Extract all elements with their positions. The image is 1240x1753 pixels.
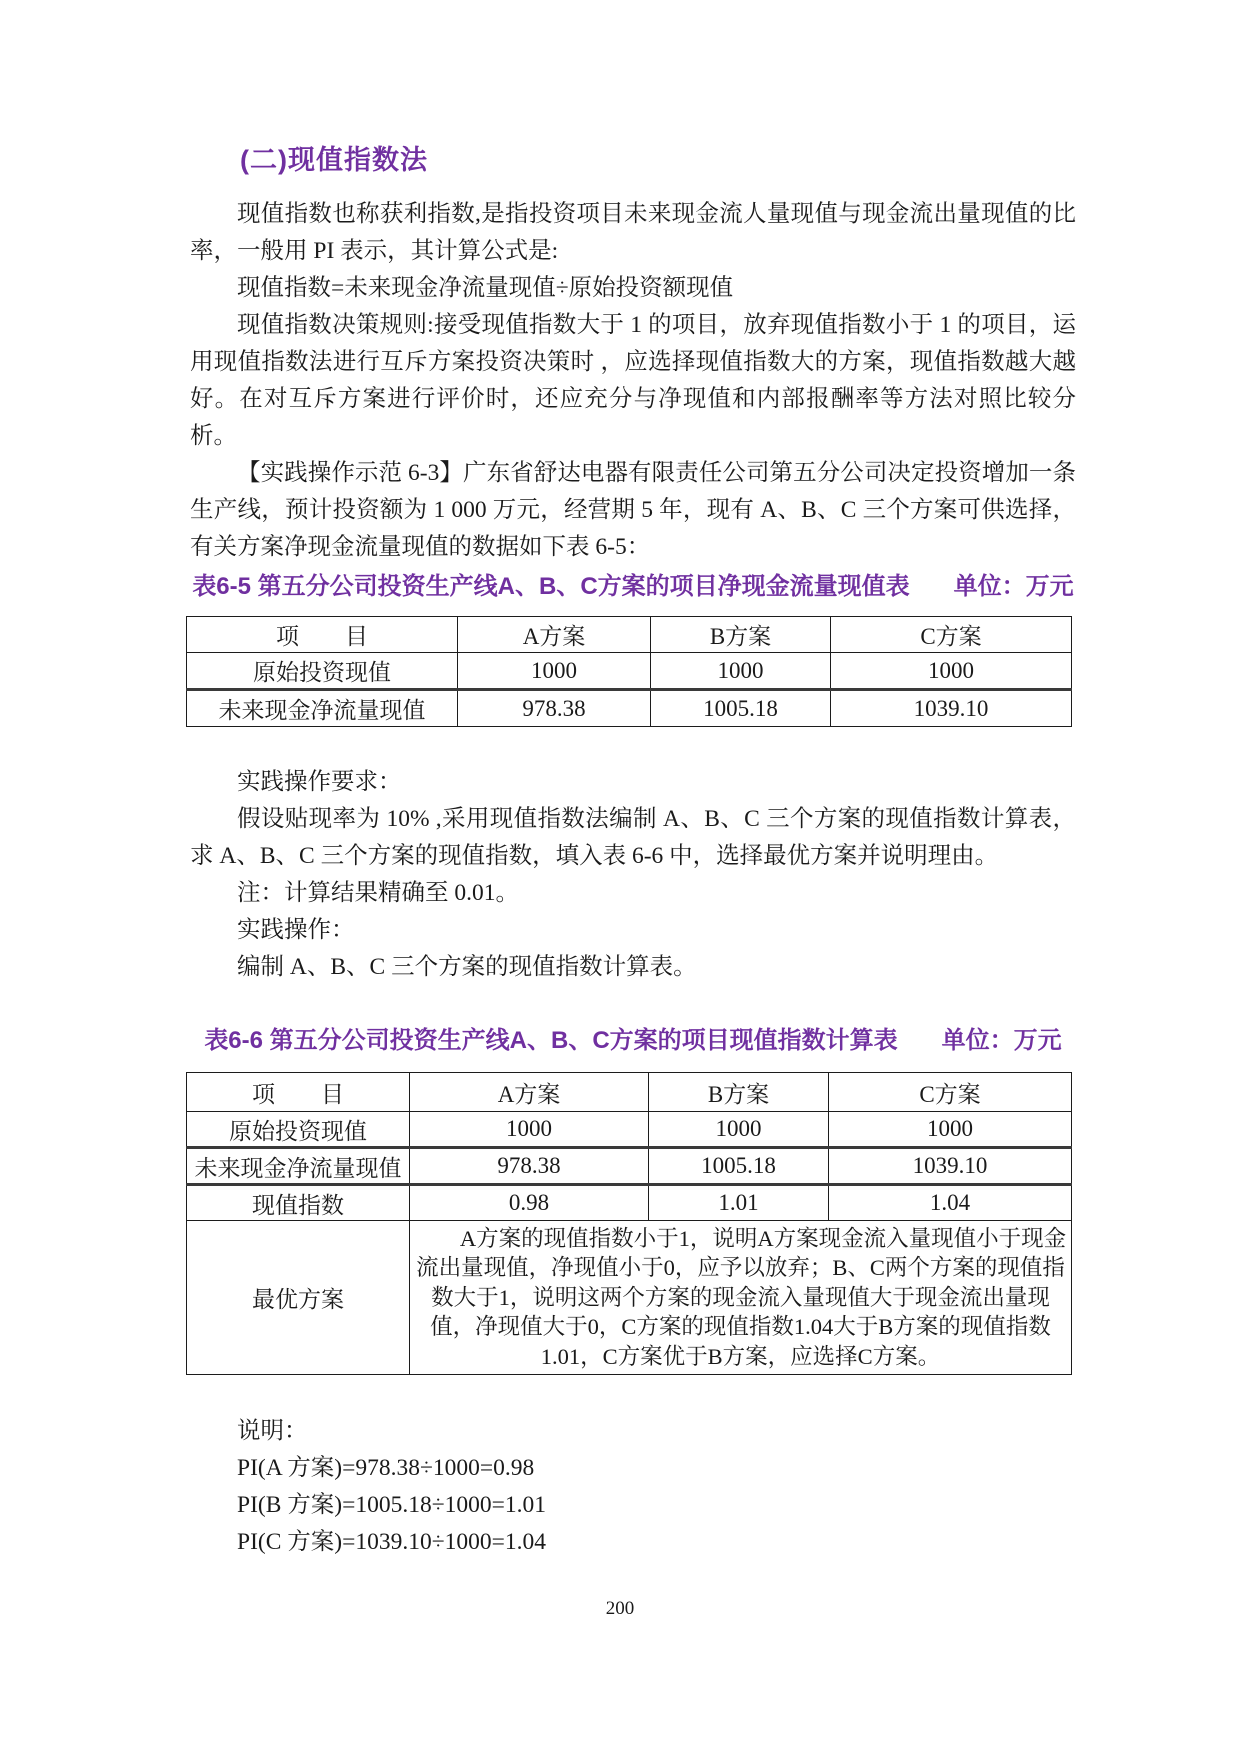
paragraph-definition: 现值指数也称获利指数,是指投资项目未来现金流人量现值与现金流出量现值的比率，一般用 PI 表示，其计算公式是: — [190, 201, 1076, 264]
value-cell: 978.38 — [458, 690, 651, 727]
table-6-5 — [186, 616, 1072, 727]
value-cell: 0.98 — [410, 1185, 649, 1221]
table-6-5-unit: 单位：万元 — [953, 573, 1074, 600]
value-cell: 1000 — [829, 1112, 1072, 1148]
table-header-cell: C方案 — [831, 617, 1072, 653]
practice-req-text: 假设贴现率为 10% ,采用现值指数法编制 A、B、C 三个方案的现值指数计算表，求 A、B、C 三个方案的现值指数，填入表 6-6 中，选择最优方案并说明理由。 — [190, 806, 1076, 869]
paragraph-example-6-3: 【实践操作示范 6-3】广东省舒达电器有限责任公司第五分公司决定投资增加一条生产线，预计投资额为 1 000 万元，经营期 5 年，现有 A、B、C 三个方案可供选择，有关方案净现金流量现值的数据如下表 6-5： — [190, 460, 1076, 560]
value-cell: 1039.10 — [829, 1148, 1072, 1185]
practice-note: 注：计算结果精确至 0.01。 — [237, 880, 519, 906]
table-header-cell: 项 目 — [187, 1073, 410, 1112]
row-label-cell: 未来现金净流量现值 — [187, 1148, 410, 1185]
table-header-cell: C方案 — [829, 1073, 1072, 1112]
practice-op-text: 编制 A、B、C 三个方案的现值指数计算表。 — [237, 954, 697, 980]
pi-calc-b: PI(B 方案)=1005.18÷1000=1.01 — [237, 1492, 546, 1518]
table-6-5-title — [190, 572, 1076, 602]
table-header-cell: A方案 — [458, 617, 651, 653]
table-row — [187, 653, 1072, 690]
table-row — [187, 1148, 1072, 1185]
row-label-cell: 未来现金净流量现值 — [187, 690, 458, 727]
intro-paragraphs — [190, 196, 1076, 566]
explanation-label: 说明： — [237, 1418, 308, 1444]
value-cell: 1000 — [410, 1112, 649, 1148]
value-cell: 1005.18 — [651, 690, 831, 727]
row-label-cell: 原始投资现值 — [187, 653, 458, 690]
table-row — [187, 690, 1072, 727]
best-plan-row — [187, 1221, 1072, 1375]
value-cell: 1000 — [649, 1112, 829, 1148]
value-cell: 1005.18 — [649, 1148, 829, 1185]
value-cell: 1000 — [651, 653, 831, 690]
practice-requirements — [190, 764, 1076, 986]
formula-line: 现值指数=未来现金净流量现值÷原始投资额现值 — [237, 275, 734, 301]
value-cell: 1039.10 — [831, 690, 1072, 727]
table-6-6-unit: 单位：万元 — [941, 1027, 1062, 1054]
section-heading: (二)现值指数法 — [240, 145, 428, 175]
table-header-cell: B方案 — [651, 617, 831, 653]
best-plan-analysis: A方案的现值指数小于1，说明A方案现金流入量现值小于现金流出量现值，净现值小于0，应予以放弃；B、C两个方案的现值指数大于1，说明这两个方案的现金流入量现值大于现金流出量现值，净现值大于0，C方案的现值指数1.04大于B方案的现值指数1.01，C方案优于B方案，应选择C方案。 — [410, 1221, 1072, 1375]
page-number: 200 — [605, 1598, 635, 1619]
table-6-6-title-text: 表6-6 第五分公司投资生产线A、B、C方案的项目现值指数计算表 — [204, 1027, 898, 1054]
row-label-cell: 现值指数 — [187, 1185, 410, 1221]
table-6-6 — [186, 1072, 1072, 1375]
table-6-6-header-row — [187, 1073, 1072, 1112]
value-cell: 1.01 — [649, 1185, 829, 1221]
table-6-5-header-row — [187, 617, 1072, 653]
table-header-cell: 项 目 — [187, 617, 458, 653]
explanation-block — [190, 1413, 1076, 1561]
value-cell: 1.04 — [829, 1185, 1072, 1221]
table-6-6-title — [190, 1026, 1076, 1056]
pi-calc-a: PI(A 方案)=978.38÷1000=0.98 — [237, 1455, 535, 1481]
practice-op-label: 实践操作： — [237, 917, 355, 943]
pi-calc-c: PI(C 方案)=1039.10÷1000=1.04 — [237, 1529, 546, 1555]
table-6-5-title-text: 表6-5 第五分公司投资生产线A、B、C方案的项目净现金流量现值表 — [192, 573, 910, 600]
paragraph-decision-rule: 现值指数决策规则:接受现值指数大于 1 的项目，放弃现值指数小于 1 的项目，运用现值指数法进行互斥方案投资决策时 ，应选择现值指数大的方案，现值指数越大越好。在对互斥方案进行评价时，还应充分与净现值和内部报酬率等方法对照比较分析。 — [190, 312, 1076, 449]
table-row — [187, 1112, 1072, 1148]
table-header-cell: A方案 — [410, 1073, 649, 1112]
value-cell: 978.38 — [410, 1148, 649, 1185]
best-plan-label: 最优方案 — [187, 1221, 410, 1375]
row-label-cell: 原始投资现值 — [187, 1112, 410, 1148]
value-cell: 1000 — [831, 653, 1072, 690]
table-header-cell: B方案 — [649, 1073, 829, 1112]
practice-req-label: 实践操作要求： — [237, 769, 402, 795]
table-row — [187, 1185, 1072, 1221]
value-cell: 1000 — [458, 653, 651, 690]
